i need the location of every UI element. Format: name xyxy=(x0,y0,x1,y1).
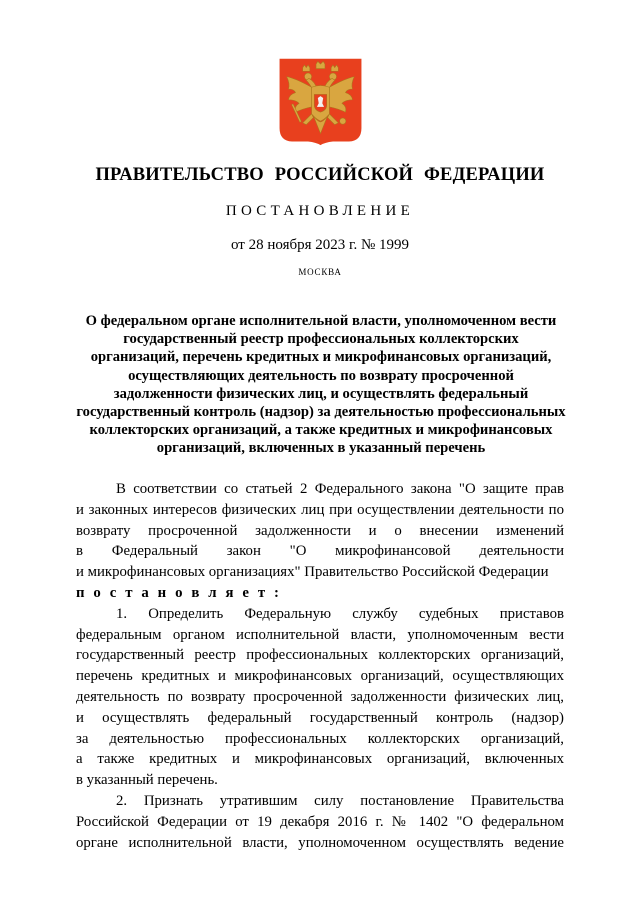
body-line: а также кредитных и микрофинансовых организаций, включенных xyxy=(76,751,564,768)
body-line: в Федеральный закон "О микрофинансовой деятельности xyxy=(76,543,564,560)
heading-line: осуществляющих деятельность по возврату просроченной xyxy=(128,367,514,384)
heading-line: О федеральном органе исполнительной власти, уполномоченном вести xyxy=(85,313,557,329)
document-body xyxy=(76,479,564,853)
body-line: федеральным органом исполнительной власти, уполномоченным вести xyxy=(76,626,564,643)
body-line: и законных интересов физических лиц при осуществлении деятельности по xyxy=(76,501,564,518)
heading-line: организаций, перечень кредитных и микрофинансовых организаций, xyxy=(90,349,552,366)
body-line: 2. Признать утратившим силу постановление Правительства xyxy=(116,792,564,809)
document-date-number: от 28 ноября 2023 г. № 1999 xyxy=(230,237,410,253)
government-title: ПРАВИТЕЛЬСТВО РОССИЙСКОЙ ФЕДЕРАЦИИ xyxy=(95,165,545,185)
document-type: ПОСТАНОВЛЕНИЕ xyxy=(225,203,415,219)
document-city: МОСКВА xyxy=(298,267,342,277)
document-heading xyxy=(76,312,566,458)
heading-line: организаций, включенных в указанный перечень xyxy=(156,440,486,457)
body-line: 1. Определить Федеральную службу судебных приставов xyxy=(116,605,564,622)
body-line: в указанный перечень. xyxy=(76,772,218,789)
body-line: перечень кредитных и микрофинансовых организаций, осуществляющих xyxy=(76,668,564,685)
body-line: и осуществлять федеральный государственный контроль (надзор) xyxy=(76,709,564,726)
heading-line: задолженности физических лиц, и осуществлять федеральный xyxy=(113,385,529,402)
body-line: государственный реестр профессиональных коллекторских организаций, xyxy=(76,647,564,664)
state-emblem-icon xyxy=(276,57,365,146)
body-line: возврату просроченной задолженности и о внесении изменений xyxy=(76,522,564,539)
body-line: органе исполнительной власти, уполномоченном осуществлять ведение xyxy=(76,834,564,851)
heading-line: государственный контроль (надзор) за деятельностью профессиональных xyxy=(76,404,566,421)
body-line: В соответствии со статьей 2 Федерального закона "О защите прав xyxy=(116,481,564,497)
heading-line: коллекторских организаций, а также кредитных и микрофинансовых xyxy=(89,422,553,439)
heading-line: государственный реестр профессиональных коллекторских xyxy=(123,331,519,348)
body-line: Российской Федерации от 19 декабря 2016 г. № 1402 "О федеральном xyxy=(76,813,564,830)
body-line: за деятельностью профессиональных коллекторских организаций, xyxy=(76,730,564,747)
body-line: деятельность по возврату просроченной задолженности физических лиц, xyxy=(76,688,564,705)
body-line: и микрофинансовых организациях" Правительство Российской Федерации xyxy=(76,564,549,581)
resolves-word: п о с т а н о в л я е т : xyxy=(76,584,282,601)
